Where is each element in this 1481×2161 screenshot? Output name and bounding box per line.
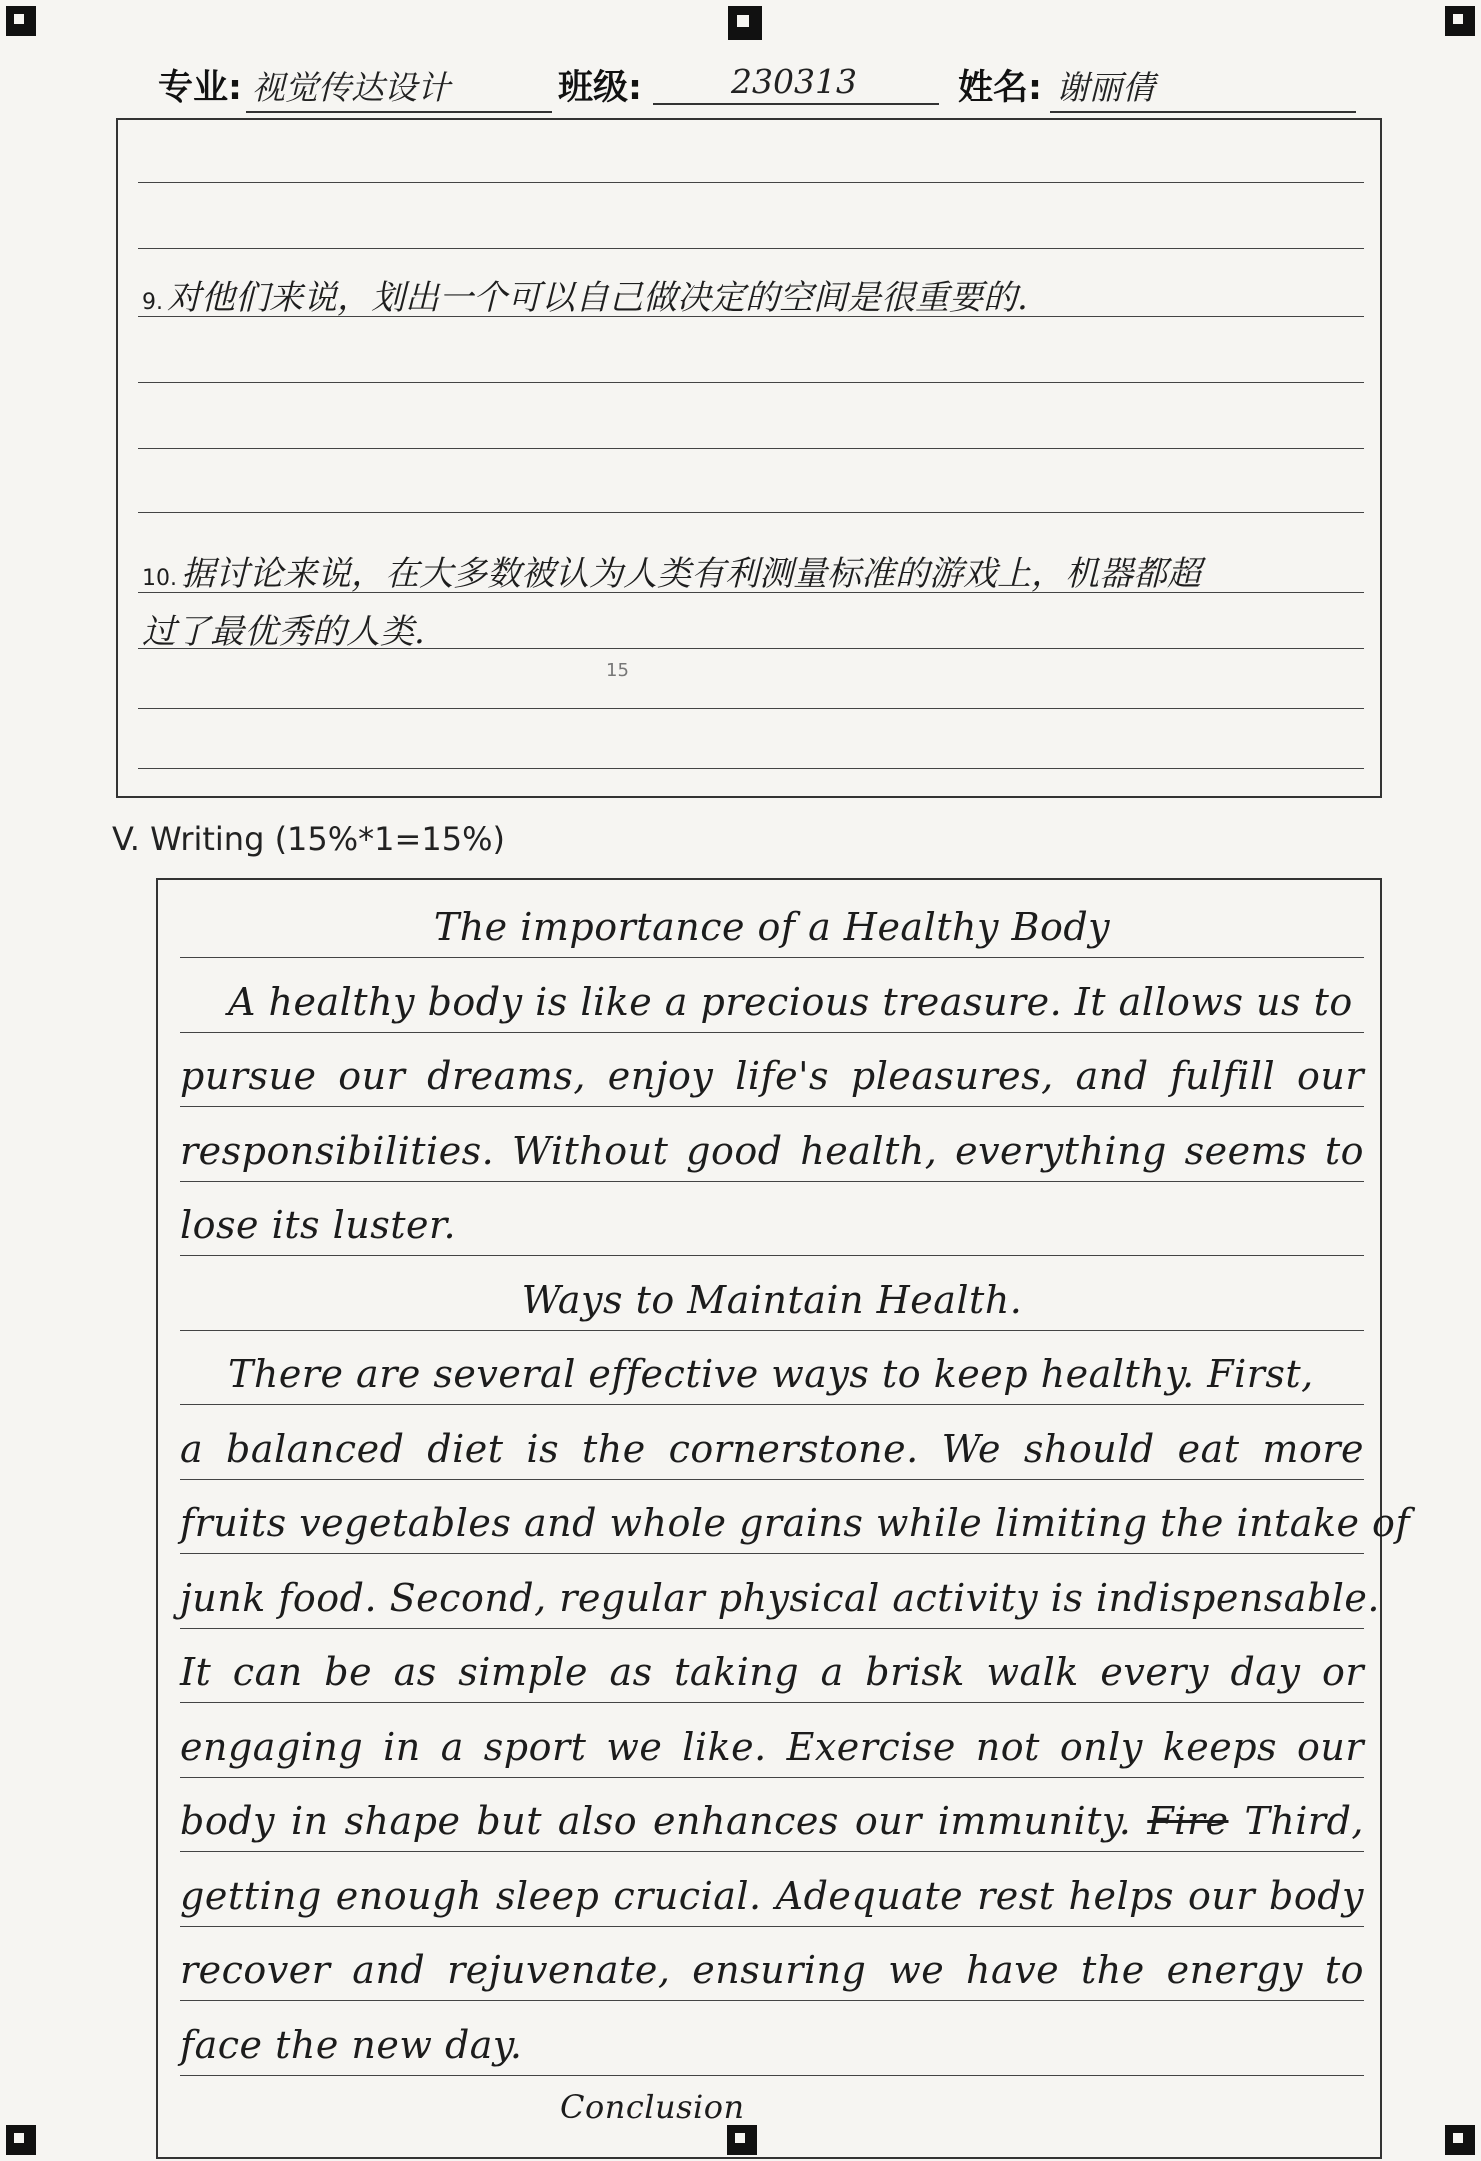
essay-line bbox=[180, 1710, 1364, 1784]
ruled-line bbox=[180, 1702, 1364, 1703]
ruled-line bbox=[180, 1851, 1364, 1852]
stray-pencil-mark: 15 bbox=[606, 660, 629, 681]
ruled-line bbox=[138, 708, 1364, 709]
major-value: 视觉传达设计 bbox=[246, 62, 552, 113]
ruled-line bbox=[180, 1181, 1364, 1182]
corner-marker-bottom-left bbox=[6, 2125, 36, 2155]
essay-line-text: fruits vegetables and whole grains while limiting the intake of bbox=[180, 1501, 1411, 1545]
ruled-line bbox=[180, 1926, 1364, 1927]
ruled-line bbox=[138, 768, 1364, 769]
ruled-line bbox=[180, 1330, 1364, 1331]
ruled-line bbox=[180, 1777, 1364, 1778]
essay-line-text: face the new day. bbox=[180, 2022, 523, 2067]
essay-line bbox=[180, 1263, 1364, 1337]
essay-line bbox=[180, 2008, 1364, 2082]
ruled-line bbox=[180, 1479, 1364, 1480]
essay-line bbox=[180, 1412, 1364, 1486]
ruled-line bbox=[180, 957, 1364, 958]
essay-line-text: responsibilities. Without good health, everything seems to bbox=[180, 1128, 1364, 1173]
essay-line-text: getting enough sleep crucial. Adequate rest helps our body bbox=[180, 1873, 1364, 1918]
essay-line-text: Conclusion bbox=[560, 2088, 745, 2126]
essay-line-text: Ways to Maintain Health. bbox=[521, 1277, 1023, 1322]
writing-section-title: V. Writing (15%*1=15%) bbox=[112, 820, 505, 858]
ruled-line bbox=[180, 1255, 1364, 1256]
essay-line bbox=[180, 1933, 1364, 2007]
ruled-line bbox=[138, 382, 1364, 383]
corner-marker-top-left bbox=[6, 6, 36, 36]
ruled-line bbox=[138, 448, 1364, 449]
ruled-line bbox=[138, 248, 1364, 249]
class-label: 班级: bbox=[558, 68, 642, 108]
name-value: 谢丽倩 bbox=[1050, 62, 1356, 113]
essay-body bbox=[180, 880, 1411, 2157]
essay-line-text: engaging in a sport we like. Exercise not only keeps our bbox=[180, 1724, 1364, 1769]
essay-line bbox=[180, 2082, 1364, 2132]
essay-line bbox=[180, 1039, 1364, 1113]
essay-line bbox=[180, 1859, 1364, 1933]
essay-line-text: a balanced diet is the cornerstone. We should eat more bbox=[180, 1426, 1364, 1471]
essay-line-text: A healthy body is like a precious treasure. It allows us to bbox=[228, 979, 1353, 1024]
essay-line-text: junk food. Second, regular physical activity is indispensable. bbox=[180, 1575, 1381, 1620]
translation-answer-10-continued: 过了最优秀的人类. bbox=[142, 612, 425, 652]
essay-line-text: There are several effective ways to keep healthy. First, bbox=[228, 1352, 1314, 1396]
ruled-line bbox=[180, 1106, 1364, 1107]
essay-line-text: recover and rejuvenate, ensuring we have the energy to bbox=[180, 1948, 1364, 1992]
top-center-marker bbox=[728, 6, 762, 40]
corner-marker-bottom-right bbox=[1445, 2125, 1475, 2155]
essay-line bbox=[180, 1635, 1364, 1709]
ruled-line bbox=[138, 512, 1364, 513]
translation-answer-10: 10. 据讨论来说，在大多数被认为人类有利测量标准的游戏上，机器都超 bbox=[142, 554, 1201, 594]
essay-line bbox=[180, 965, 1364, 1039]
essay-line-text: It can be as simple as taking a brisk walk every day or bbox=[180, 1650, 1364, 1694]
essay-line bbox=[180, 1561, 1381, 1635]
essay-line bbox=[180, 890, 1364, 964]
corner-marker-top-right bbox=[1445, 6, 1475, 36]
writing-answer-box bbox=[156, 878, 1411, 2159]
essay-line bbox=[180, 1114, 1364, 1188]
essay-line bbox=[180, 1784, 1364, 1858]
essay-line-text: pursue our dreams, enjoy life's pleasures, and fulfill our bbox=[180, 1054, 1364, 1098]
crossed-out-word: Fire bbox=[1147, 1799, 1229, 1843]
student-info-header bbox=[158, 52, 1358, 112]
ruled-line bbox=[180, 1553, 1364, 1554]
ruled-line bbox=[138, 182, 1364, 183]
ruled-line bbox=[180, 2075, 1364, 2076]
translation-answer-box bbox=[116, 118, 1382, 798]
ruled-line bbox=[180, 1032, 1364, 1033]
name-label: 姓名: bbox=[958, 68, 1042, 108]
essay-line bbox=[180, 1188, 1364, 1262]
essay-line-text: lose its luster. bbox=[180, 1203, 457, 1247]
essay-line-text: body in shape but also enhances our immunity. Fire Third, bbox=[180, 1799, 1365, 1843]
class-value: 230313 bbox=[653, 62, 939, 105]
major-label: 专业: bbox=[158, 68, 242, 108]
ruled-line bbox=[180, 1628, 1364, 1629]
ruled-line bbox=[180, 2000, 1364, 2001]
essay-line-text: The importance of a Healthy Body bbox=[433, 905, 1111, 949]
ruled-line bbox=[180, 1404, 1364, 1405]
essay-line bbox=[180, 1486, 1411, 1560]
translation-answer-9: 9. 对他们来说，划出一个可以自己做决定的空间是很重要的. bbox=[142, 278, 1028, 318]
essay-line bbox=[180, 1337, 1364, 1411]
